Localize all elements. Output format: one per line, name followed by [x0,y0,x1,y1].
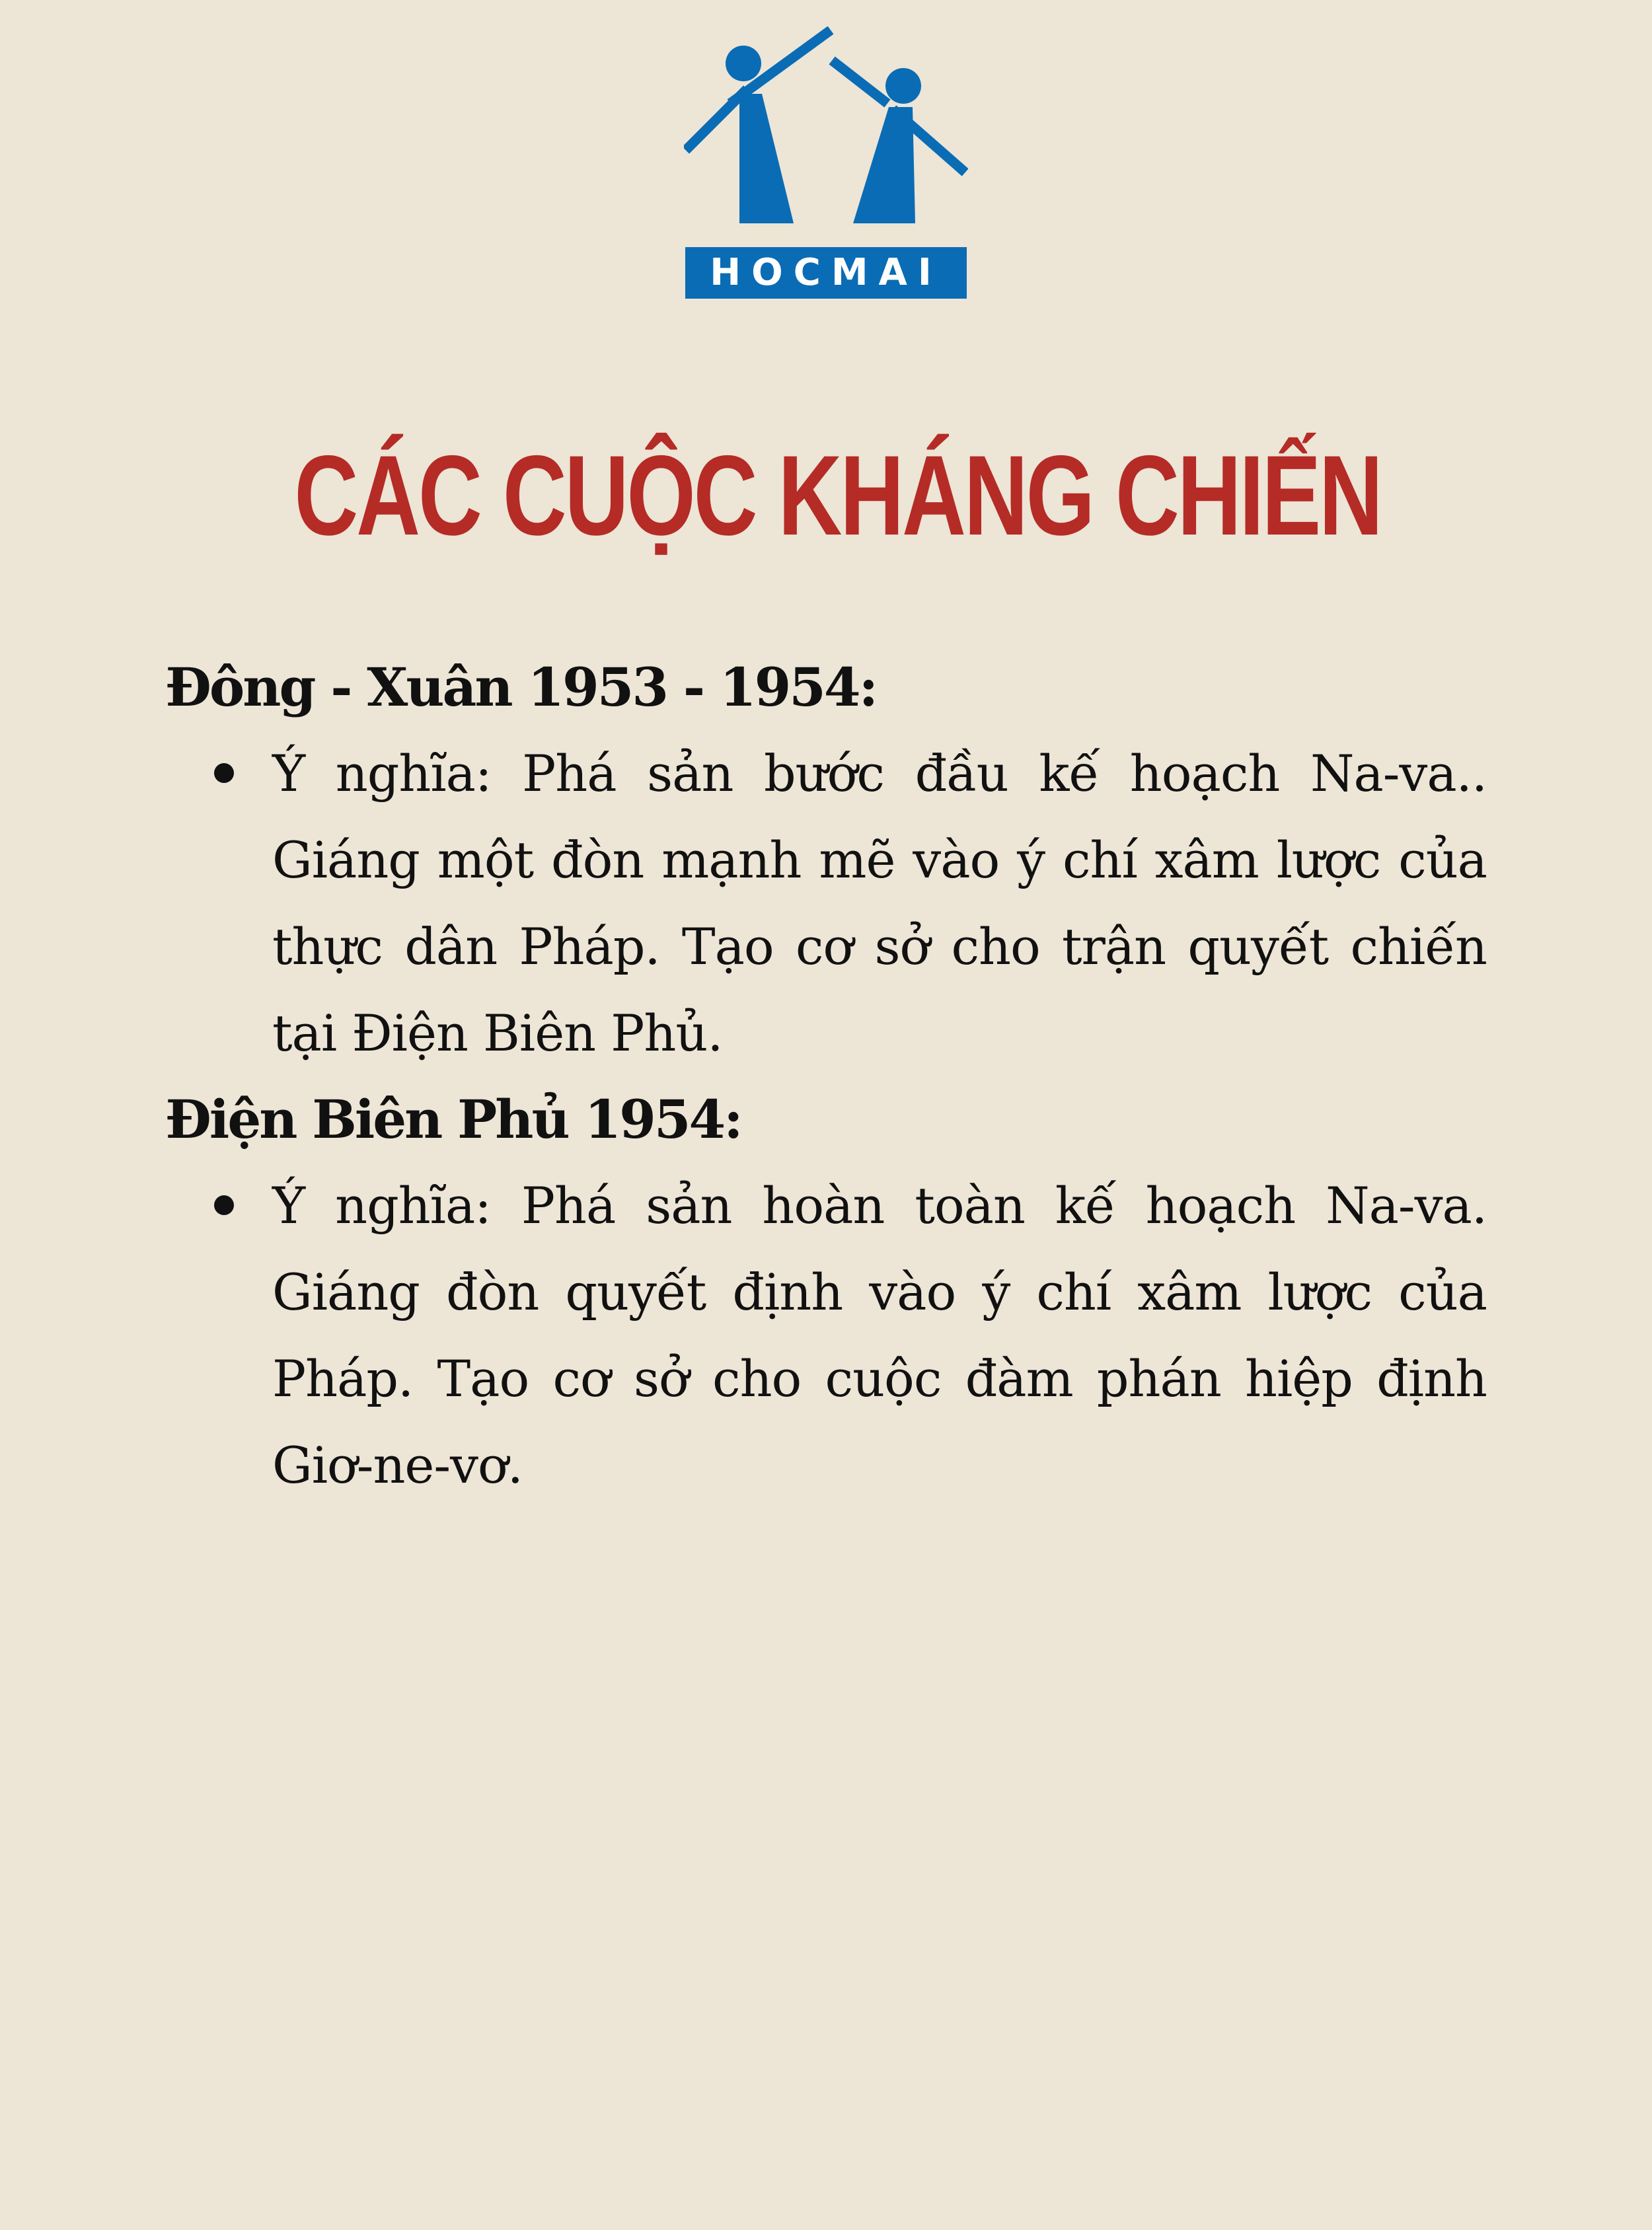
left-figure-head [726,46,761,81]
section-dong-xuan [165,644,1487,1076]
bullet-icon [214,1195,234,1215]
section-heading: Đông - Xuân 1953 - 1954: [165,656,877,718]
bullet-icon [214,763,234,783]
left-figure-body [739,94,794,223]
bullet-list [165,730,1487,1076]
bullet-list [165,1162,1487,1508]
right-figure-body [853,107,915,223]
section-dien-bien-phu [165,1076,1487,1508]
bullet-text: Ý nghĩa: Phá sản bước đầu kế hoạch Na-va.. Giáng một đòn mạnh mẽ vào ý chí xâm lược của thực dân Pháp. Tạo cơ sở cho trận quyết chiến tại Điện Biên Phủ. [272,744,1487,1062]
hocmai-logo-mark [684,26,968,304]
right-figure-head [885,68,921,104]
content [165,644,1487,1508]
list-item [165,730,1487,1076]
hocmai-logo [684,26,968,304]
section-heading: Điện Biên Phủ 1954: [165,1088,741,1150]
logo-name-text: HOCMAI [710,251,942,294]
right-figure-arm-left [836,63,883,100]
page-title: CÁC CUỘC KHÁNG CHIẾN [294,432,1381,559]
bullet-text: Ý nghĩa: Phá sản hoàn toàn kế hoạch Na-va. Giáng đòn quyết định vào ý chí xâm lược của Pháp. Tạo cơ sở cho cuộc đàm phán hiệp định Giơ-ne-vơ. [272,1176,1487,1495]
list-item [165,1162,1487,1508]
